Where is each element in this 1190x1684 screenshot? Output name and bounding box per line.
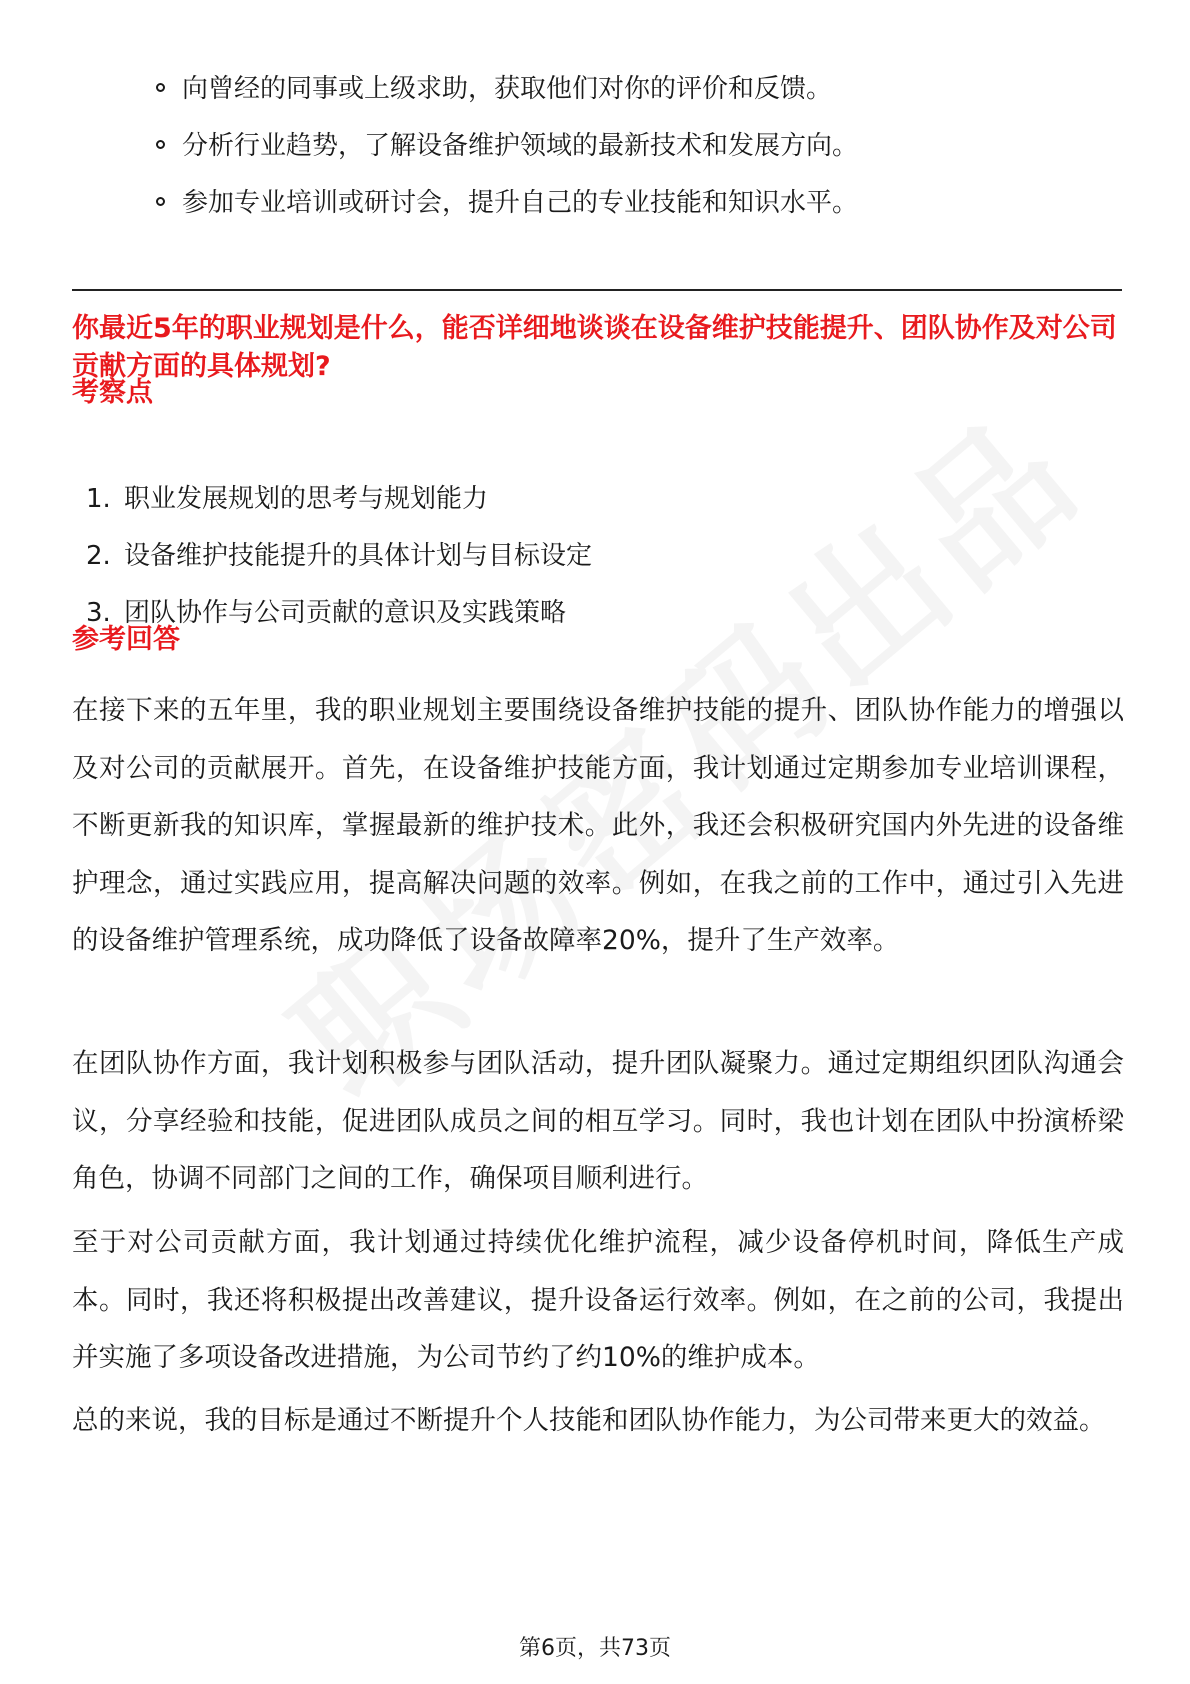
answer-paragraph: 在团队协作方面，我计划积极参与团队活动，提升团队凝聚力。通过定期组织团队沟通会议，分享经验和技能，促进团队成员之间的相互学习。同时，我也计划在团队中扮演桥梁角色，协调不同部门之间的工作，确保项目顺利进行。 [72,1048,1124,1194]
answer-paragraph: 总的来说，我的目标是通过不断提升个人技能和团队协作能力，为公司带来更大的效益。 [72,1405,1106,1436]
hollow-circle-bullet-icon [156,83,165,92]
hollow-circle-bullet-icon [156,140,165,149]
item-text: 设备维护技能提升的具体计划与目标设定 [124,541,593,571]
list-item [156,70,1116,108]
item-number: 2. [86,541,111,571]
item-number: 1. [86,484,111,514]
list-item [86,537,592,575]
list-item [156,127,1116,165]
bullet-list [156,70,1116,241]
item-number: 3. [86,598,111,628]
page-number: 第6页，共73页 [519,1636,671,1661]
item-text: 团队协作与公司贡献的意识及实践策略 [124,598,567,628]
answer-paragraph: 至于对公司贡献方面，我计划通过持续优化维护流程，减少设备停机时间，降低生产成本。同时，我还将积极提出改善建议，提升设备运行效率。例如，在之前的公司，我提出并实施了多项设备改进措施，为公司节约了约10%的维护成本。 [72,1227,1124,1373]
hollow-circle-bullet-icon [156,197,165,206]
list-item [156,184,1116,222]
bullet-text: 参加专业培训或研讨会，提升自己的专业技能和知识水平。 [182,188,859,218]
list-item [86,480,592,518]
question-title: 你最近5年的职业规划是什么，能否详细地谈谈在设备维护技能提升、团队协作及对公司贡献方面的具体规划? [72,313,1117,382]
bullet-text: 分析行业趋势，了解设备维护领域的最新技术和发展方向。 [182,131,859,161]
answer-paragraph: 在接下来的五年里，我的职业规划主要围绕设备维护技能的提升、团队协作能力的增强以及对公司的贡献展开。首先，在设备维护技能方面，我计划通过定期参加专业培训课程，不断更新我的知识库，掌握最新的维护技术。此外，我还会积极研究国内外先进的设备维护理念，通过实践应用，提高解决问题的效率。例如，在我之前的工作中，通过引入先进的设备维护管理系统，成功降低了设备故障率20%，提升了生产效率。 [72,695,1124,956]
item-text: 职业发展规划的思考与规划能力 [124,484,489,514]
answer-heading: 参考回答 [72,624,180,655]
section-divider [72,289,1122,291]
bullet-text: 向曾经的同事或上级求助，获取他们对你的评价和反馈。 [182,74,833,104]
focus-heading: 考察点 [72,377,153,408]
